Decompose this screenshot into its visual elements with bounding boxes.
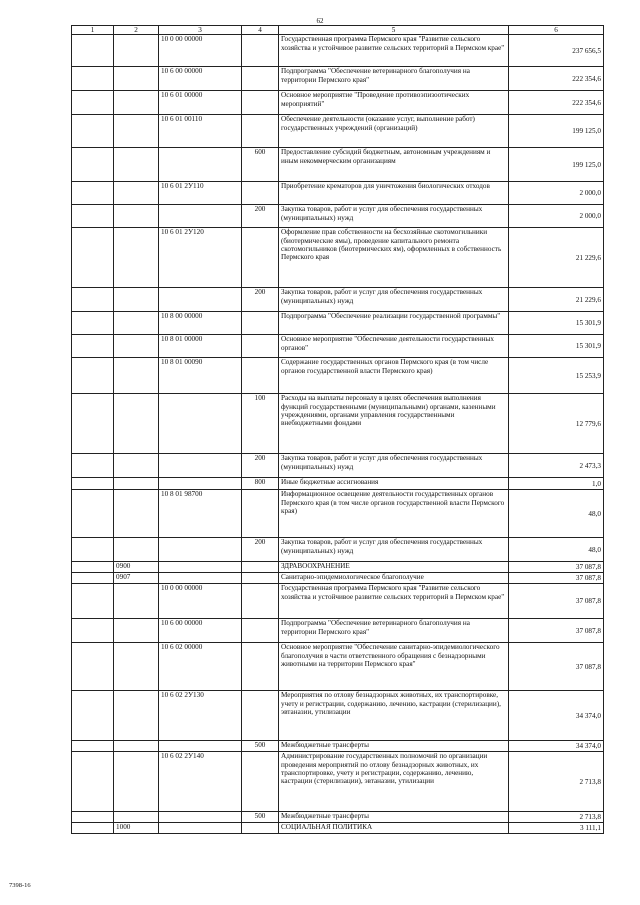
table-row — [72, 358, 604, 394]
cell-c3: 10 0 00 00000 — [159, 584, 242, 619]
cell-c5: Государственная программа Пермского края "Развитие сельского хозяйства и устойчивое развитие сельских территорий в Пермском крае" — [279, 584, 509, 619]
cell-c2 — [114, 312, 159, 335]
cell-c4 — [242, 182, 279, 205]
page-number: 62 — [316, 17, 324, 25]
cell-col1 — [72, 584, 114, 619]
cell-col1 — [72, 205, 114, 228]
cell-c5: Государственная программа Пермского края "Развитие сельского хозяйства и устойчивое развитие сельских территорий в Пермском крае" — [279, 35, 509, 67]
cell-c3: 10 6 01 2У120 — [159, 228, 242, 288]
cell-c3: 10 8 01 00000 — [159, 335, 242, 358]
cell-c4 — [242, 619, 279, 643]
table-row — [72, 490, 604, 538]
cell-col1 — [72, 538, 114, 562]
cell-col1 — [72, 394, 114, 454]
cell-col1 — [72, 335, 114, 358]
cell-c2 — [114, 538, 159, 562]
cell-c2 — [114, 205, 159, 228]
cell-c6: 2 000,0 — [509, 205, 604, 228]
table-row — [72, 454, 604, 478]
cell-c4: 800 — [242, 478, 279, 490]
cell-c5: Основное мероприятие "Обеспечение деятельности государственных органов" — [279, 335, 509, 358]
cell-c5: Оформление прав собственности на бесхозяйные скотомогильники (биотермические ямы), проведение капитального ремонта скотомогильников (биотермических ям), оформленных в собственность Пермского края — [279, 228, 509, 288]
cell-col1 — [72, 35, 114, 67]
table-row — [72, 823, 604, 834]
cell-c4 — [242, 691, 279, 741]
header-cell: 1 — [72, 26, 114, 35]
cell-c5: Санитарно-эпидемиологическое благополучие — [279, 573, 509, 584]
cell-c5: Межбюджетные трансферты — [279, 812, 509, 823]
cell-c6: 37 087,8 — [509, 584, 604, 619]
cell-c6: 2 473,3 — [509, 454, 604, 478]
cell-c3: 10 6 01 00000 — [159, 91, 242, 115]
cell-c6: 48,0 — [509, 538, 604, 562]
cell-c5: Содержание государственных органов Пермского края (в том числе органов государственной власти Пермского края) — [279, 358, 509, 394]
cell-c2 — [114, 335, 159, 358]
cell-c5: Основное мероприятие "Проведение противоэпизоотических мероприятий" — [279, 91, 509, 115]
cell-c4 — [242, 312, 279, 335]
table-row — [72, 67, 604, 91]
table-row — [72, 741, 604, 752]
cell-c2 — [114, 752, 159, 812]
cell-col1 — [72, 358, 114, 394]
cell-c5: Подпрограмма "Обеспечение ветеринарного благополучия на территории Пермского края" — [279, 67, 509, 91]
cell-col1 — [72, 619, 114, 643]
table-row — [72, 115, 604, 148]
table-row — [72, 182, 604, 205]
table-row — [72, 288, 604, 312]
cell-c2 — [114, 228, 159, 288]
cell-col1 — [72, 115, 114, 148]
cell-c3: 10 6 02 2У140 — [159, 752, 242, 812]
cell-c6: 34 374,0 — [509, 691, 604, 741]
cell-c2 — [114, 619, 159, 643]
cell-c2 — [114, 148, 159, 182]
table-row — [72, 91, 604, 115]
cell-c4 — [242, 35, 279, 67]
cell-c5: Закупка товаров, работ и услуг для обеспечения государственных (муниципальных) нужд — [279, 454, 509, 478]
cell-c5: Закупка товаров, работ и услуг для обеспечения государственных (муниципальных) нужд — [279, 538, 509, 562]
cell-c2 — [114, 67, 159, 91]
cell-col1 — [72, 490, 114, 538]
cell-col1 — [72, 823, 114, 834]
cell-c4: 100 — [242, 394, 279, 454]
cell-c2 — [114, 394, 159, 454]
cell-c5: Основное мероприятие "Обеспечение санитарно-эпидемиологического благополучия в части ответственного обращения с безнадзорными животными на территории Пермского края" — [279, 643, 509, 691]
cell-c5: Иные бюджетные ассигнования — [279, 478, 509, 490]
cell-c3: 10 8 01 98700 — [159, 490, 242, 538]
cell-c3 — [159, 812, 242, 823]
cell-c2 — [114, 91, 159, 115]
table-row — [72, 35, 604, 67]
cell-c5: Закупка товаров, работ и услуг для обеспечения государственных (муниципальных) нужд — [279, 288, 509, 312]
cell-c6: 3 111,1 — [509, 823, 604, 834]
cell-c3: 10 6 00 00000 — [159, 67, 242, 91]
cell-c4: 200 — [242, 288, 279, 312]
cell-c6: 37 087,8 — [509, 619, 604, 643]
cell-c6: 37 087,8 — [509, 573, 604, 584]
cell-c5: Подпрограмма "Обеспечение реализации государственной программы" — [279, 312, 509, 335]
cell-c6: 2 713,8 — [509, 812, 604, 823]
cell-col1 — [72, 148, 114, 182]
table-row — [72, 394, 604, 454]
table-row — [72, 478, 604, 490]
cell-c3: 10 6 01 2У110 — [159, 182, 242, 205]
cell-c3: 10 6 00 00000 — [159, 619, 242, 643]
cell-col1 — [72, 741, 114, 752]
cell-c3 — [159, 823, 242, 834]
cell-c6: 222 354,6 — [509, 67, 604, 91]
cell-c2 — [114, 478, 159, 490]
cell-c2 — [114, 490, 159, 538]
cell-c4: 600 — [242, 148, 279, 182]
cell-c2 — [114, 358, 159, 394]
cell-col1 — [72, 454, 114, 478]
cell-c4 — [242, 752, 279, 812]
table-row — [72, 812, 604, 823]
cell-c6: 199 125,0 — [509, 148, 604, 182]
cell-c4 — [242, 823, 279, 834]
cell-col1 — [72, 573, 114, 584]
table-row — [72, 312, 604, 335]
cell-col1 — [72, 562, 114, 573]
cell-c6: 2 713,8 — [509, 752, 604, 812]
table-row — [72, 538, 604, 562]
cell-c3 — [159, 562, 242, 573]
cell-c6: 48,0 — [509, 490, 604, 538]
cell-c4 — [242, 643, 279, 691]
table-row — [72, 619, 604, 643]
table-row — [72, 643, 604, 691]
cell-c2 — [114, 691, 159, 741]
cell-c4: 200 — [242, 454, 279, 478]
cell-col1 — [72, 182, 114, 205]
cell-c3: 10 6 02 00000 — [159, 643, 242, 691]
header-cell: 4 — [242, 26, 279, 35]
header-cell: 5 — [279, 26, 509, 35]
cell-c6: 15 301,9 — [509, 335, 604, 358]
cell-c6: 37 087,8 — [509, 643, 604, 691]
cell-c3: 10 0 00 00000 — [159, 35, 242, 67]
table-row — [72, 584, 604, 619]
cell-c2 — [114, 454, 159, 478]
cell-c6: 2 000,0 — [509, 182, 604, 205]
cell-c6: 237 656,5 — [509, 35, 604, 67]
cell-c4 — [242, 573, 279, 584]
cell-col1 — [72, 752, 114, 812]
table-row — [72, 562, 604, 573]
cell-c5: Информационное освещение деятельности государственных органов Пермского края (в том числе органов государственной власти Пермского края) — [279, 490, 509, 538]
cell-c4: 500 — [242, 741, 279, 752]
cell-c3 — [159, 205, 242, 228]
cell-col1 — [72, 691, 114, 741]
cell-c3: 10 8 01 00090 — [159, 358, 242, 394]
cell-c2 — [114, 115, 159, 148]
cell-c3 — [159, 573, 242, 584]
cell-c3: 10 6 02 2У130 — [159, 691, 242, 741]
cell-c6: 199 125,0 — [509, 115, 604, 148]
cell-c4 — [242, 91, 279, 115]
cell-c3 — [159, 538, 242, 562]
cell-c2 — [114, 288, 159, 312]
cell-c3 — [159, 454, 242, 478]
cell-c2 — [114, 182, 159, 205]
cell-c4: 500 — [242, 812, 279, 823]
cell-c6: 34 374,0 — [509, 741, 604, 752]
table-row — [72, 573, 604, 584]
cell-c4 — [242, 115, 279, 148]
cell-c5: Расходы на выплаты персоналу в целях обеспечения выполнения функций государственными (муниципальными) органами, казенными учреждениями, органами управления государственными внебюджетными фондами — [279, 394, 509, 454]
document-code: 7398-16 — [9, 882, 31, 889]
cell-c4 — [242, 228, 279, 288]
cell-c2 — [114, 35, 159, 67]
cell-col1 — [72, 228, 114, 288]
cell-c2: 0907 — [114, 573, 159, 584]
cell-c5: Администрирование государственных полномочий по организации проведения мероприятий по отлову безнадзорных животных, их транспортировке, учету и регистрации, содержанию, лечению, кастрации (стерилизации), эвтаназии, утилизации — [279, 752, 509, 812]
cell-c4 — [242, 358, 279, 394]
table-row — [72, 335, 604, 358]
cell-c5: СОЦИАЛЬНАЯ ПОЛИТИКА — [279, 823, 509, 834]
cell-c5: Обеспечение деятельности (оказание услуг, выполнение работ) государственных учреждений (организаций) — [279, 115, 509, 148]
cell-c5: ЗДРАВООХРАНЕНИЕ — [279, 562, 509, 573]
header-cell: 6 — [509, 26, 604, 35]
cell-c4 — [242, 67, 279, 91]
cell-col1 — [72, 312, 114, 335]
cell-c3 — [159, 478, 242, 490]
budget-table — [71, 25, 604, 834]
table-row — [72, 205, 604, 228]
cell-c6: 21 229,6 — [509, 228, 604, 288]
cell-c4 — [242, 584, 279, 619]
cell-c6: 37 087,8 — [509, 562, 604, 573]
cell-c3: 10 8 00 00000 — [159, 312, 242, 335]
table-row — [72, 228, 604, 288]
cell-c6: 12 779,6 — [509, 394, 604, 454]
cell-c5: Предоставление субсидий бюджетным, автономным учреждениям и иным некоммерческим организациям — [279, 148, 509, 182]
cell-c4 — [242, 562, 279, 573]
cell-c3 — [159, 394, 242, 454]
cell-col1 — [72, 478, 114, 490]
cell-c4 — [242, 335, 279, 358]
cell-c3: 10 6 01 00110 — [159, 115, 242, 148]
table-row — [72, 752, 604, 812]
cell-c4: 200 — [242, 538, 279, 562]
cell-c4: 200 — [242, 205, 279, 228]
cell-col1 — [72, 288, 114, 312]
cell-c2 — [114, 812, 159, 823]
cell-c5: Закупка товаров, работ и услуг для обеспечения государственных (муниципальных) нужд — [279, 205, 509, 228]
cell-c2: 0900 — [114, 562, 159, 573]
header-row — [72, 26, 604, 35]
cell-c2 — [114, 741, 159, 752]
cell-c3 — [159, 288, 242, 312]
cell-c2: 1000 — [114, 823, 159, 834]
cell-col1 — [72, 643, 114, 691]
cell-c5: Мероприятия по отлову безнадзорных животных, их транспортировке, учету и регистрации, содержанию, лечению, кастрации (стерилизации), эвтаназии, утилизации — [279, 691, 509, 741]
cell-c3 — [159, 148, 242, 182]
cell-c3 — [159, 741, 242, 752]
cell-c5: Подпрограмма "Обеспечение ветеринарного благополучия на территории Пермского края" — [279, 619, 509, 643]
cell-c6: 21 229,6 — [509, 288, 604, 312]
cell-c4 — [242, 490, 279, 538]
header-cell: 2 — [114, 26, 159, 35]
table-row — [72, 691, 604, 741]
cell-c5: Межбюджетные трансферты — [279, 741, 509, 752]
cell-col1 — [72, 91, 114, 115]
cell-col1 — [72, 812, 114, 823]
table-row — [72, 148, 604, 182]
cell-c5: Приобретение крематоров для уничтожения биологических отходов — [279, 182, 509, 205]
header-cell: 3 — [159, 26, 242, 35]
cell-c6: 15 253,9 — [509, 358, 604, 394]
cell-c6: 15 301,9 — [509, 312, 604, 335]
cell-c6: 1,0 — [509, 478, 604, 490]
cell-c2 — [114, 584, 159, 619]
cell-c6: 222 354,6 — [509, 91, 604, 115]
cell-c2 — [114, 643, 159, 691]
cell-col1 — [72, 67, 114, 91]
